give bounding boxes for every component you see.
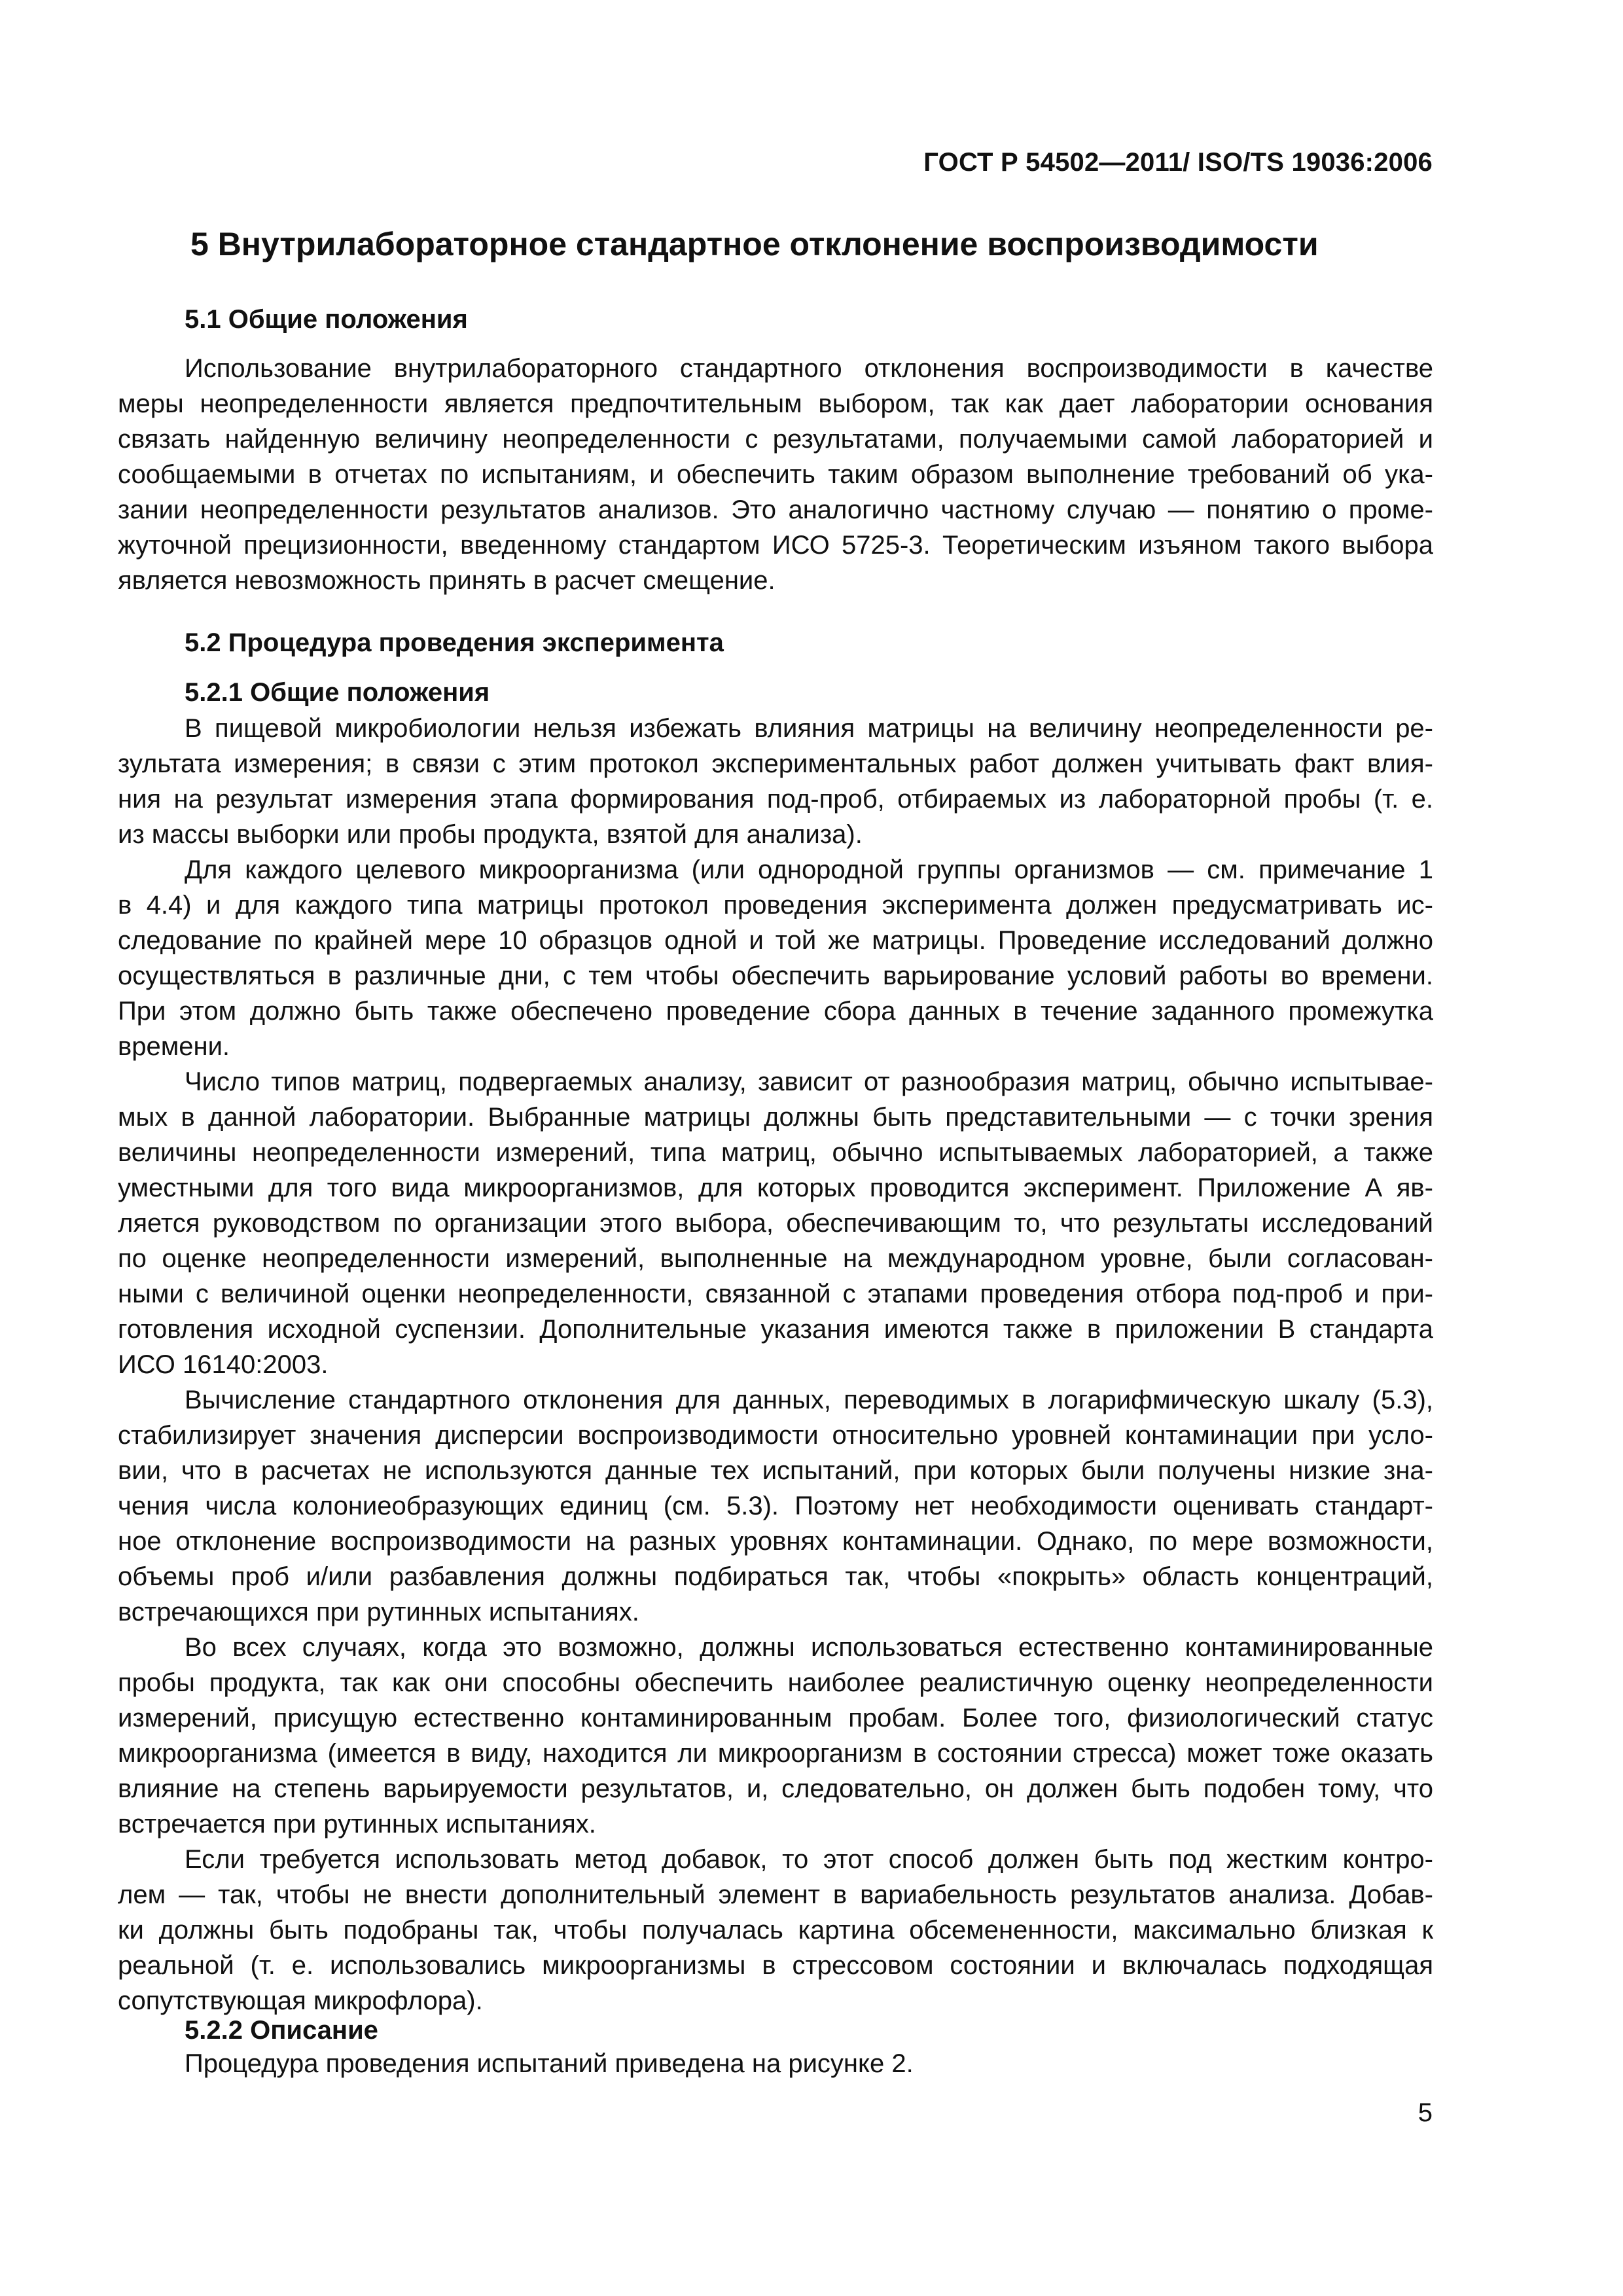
text-line: времени. — [118, 1032, 230, 1061]
text-line: величины неопределенности измерений, типа матриц, обычно испытываемых лабораторией, а также — [118, 1138, 1433, 1167]
subsection-5-2-heading: 5.2 Процедура проведения эксперимента — [185, 628, 724, 657]
text-line: сообщаемыми в отчетах по испытаниям, и обеспечить таким образом выполнение требований об ука- — [118, 460, 1433, 489]
text-line: влияние на степень варьируемости результатов, и, следовательно, он должен быть подобен тому, что — [118, 1774, 1433, 1803]
text-line: зании неопределенности результатов анализов. Это аналогично частному случаю — понятию о проме- — [118, 495, 1433, 524]
text-line: осуществляться в различные дни, с тем чтобы обеспечить варьирование условий работы во времени. — [118, 961, 1433, 990]
text-line: встречающихся при рутинных испытаниях. — [118, 1598, 639, 1626]
text-line: Использование внутрилабораторного стандартного отклонения воспроизводимости в качестве — [185, 354, 1433, 383]
paragraph-5-2-1-b — [118, 852, 1433, 1064]
text-line: готовления исходной суспензии. Дополнительные указания имеются также в приложении В стандарта — [118, 1315, 1433, 1344]
text-line: из массы выборки или пробы продукта, взятой для анализа). — [118, 820, 863, 849]
paragraph-5-2-2 — [118, 2046, 1433, 2081]
text-line: ное отклонение воспроизводимости на разных уровнях контаминации. Однако, по мере возможности, — [118, 1527, 1433, 1556]
text-line: мых в данной лаборатории. Выбранные матрицы должны быть представительными — с точки зрения — [118, 1103, 1433, 1132]
subsection-5-2-1-heading: 5.2.1 Общие положения — [185, 678, 490, 707]
text-line: чения числа колониеобразующих единиц (см. 5.3). Поэтому нет необходимости оценивать стандарт- — [118, 1492, 1433, 1520]
text-line: по оценке неопределенности измерений, выполненные на международном уровне, были согласован- — [118, 1244, 1433, 1273]
text-line: Число типов матриц, подвергаемых анализу, зависит от разнообразия матриц, обычно испытывае- — [185, 1067, 1433, 1096]
text-line: встречается при рутинных испытаниях. — [118, 1810, 596, 1839]
page-number: 5 — [1418, 2098, 1433, 2127]
text-line: ляется руководством по организации этого выбора, обеспечивающим то, что результаты исследований — [118, 1209, 1433, 1238]
text-line: уместными для того вида микроорганизмов, для которых проводится эксперимент. Приложение А яв- — [118, 1174, 1433, 1202]
paragraph-5-2-1-f — [118, 1842, 1433, 2018]
text-line: ИСО 16140:2003. — [118, 1350, 329, 1379]
text-line: ния на результат измерения этапа формирования под-проб, отбираемых из лабораторной пробы (т. е. — [118, 785, 1433, 814]
paragraph-5-1 — [118, 351, 1433, 598]
text-line: связать найденную величину неопределенности с результатами, получаемыми самой лабораторией и — [118, 425, 1433, 454]
text-line: следование по крайней мере 10 образцов одной и той же матрицы. Проведение исследований должно — [118, 926, 1433, 955]
text-line: ки должны быть подобраны так, чтобы получалась картина обсемененности, максимально близкая к — [118, 1916, 1433, 1945]
text-line: Если требуется использовать метод добавок, то этот способ должен быть под жестким контро- — [185, 1845, 1433, 1874]
text-line: Для каждого целевого микроорганизма (или однородной группы организмов — см. примечание 1 — [185, 855, 1433, 884]
text-line: в 4.4) и для каждого типа матрицы протокол проведения эксперимента должен предусматривать ис- — [118, 891, 1433, 920]
text-line: реальной (т. е. использовались микроорганизмы в стрессовом состоянии и включалась подходящая — [118, 1951, 1433, 1980]
paragraph-5-2-1-c — [118, 1064, 1433, 1382]
text-line: В пищевой микробиологии нельзя избежать влияния матрицы на величину неопределенности ре- — [185, 714, 1433, 743]
text-line: пробы продукта, так как они способны обеспечить наиболее реалистичную оценку неопределенности — [118, 1668, 1433, 1697]
text-line: объемы проб и/или разбавления должны подбираться так, чтобы «покрыть» область концентраций, — [118, 1562, 1433, 1591]
text-line: стабилизирует значения дисперсии воспроизводимости относительно уровней контаминации при усло- — [118, 1421, 1433, 1450]
standard-code-header: ГОСТ Р 54502—2011/ ISO/TS 19036:2006 — [923, 148, 1433, 177]
text-line: вии, что в расчетах не используются данные тех испытаний, при которых были получены низкие зна- — [118, 1456, 1433, 1485]
text-line: Процедура проведения испытаний приведена на рисунке 2. — [185, 2049, 914, 2078]
subsection-5-2-2-heading: 5.2.2 Описание — [185, 2016, 378, 2045]
text-line: является невозможность принять в расчет смещение. — [118, 566, 776, 595]
text-line: сопутствующая микрофлора). — [118, 1986, 483, 2015]
subsection-5-1-heading: 5.1 Общие положения — [185, 305, 468, 334]
text-line: микроорганизма (имеется в виду, находится ли микроорганизм в состоянии стресса) может тоже оказать — [118, 1739, 1433, 1768]
text-line: Во всех случаях, когда это возможно, должны использоваться естественно контаминированные — [185, 1633, 1433, 1662]
text-line: При этом должно быть также обеспечено проведение сбора данных в течение заданного промежутка — [118, 997, 1433, 1026]
text-line: измерений, присущую естественно контаминированным пробам. Более того, физиологический статус — [118, 1704, 1433, 1732]
text-line: жуточной прецизионности, введенному стандартом ИСО 5725-3. Теоретическим изъяном такого выбора — [118, 531, 1433, 560]
text-line: меры неопределенности является предпочтительным выбором, так как дает лаборатории основания — [118, 389, 1433, 418]
paragraph-5-2-1-a — [118, 711, 1433, 852]
text-line: Вычисление стандартного отклонения для данных, переводимых в логарифмическую шкалу (5.3), — [185, 1386, 1433, 1414]
text-line: ными с величиной оценки неопределенности, связанной с этапами проведения отбора под-проб и при- — [118, 1280, 1433, 1308]
text-line: лем — так, чтобы не внести дополнительный элемент в вариабельность результатов анализа. Добав- — [118, 1880, 1433, 1909]
paragraph-5-2-1-e — [118, 1630, 1433, 1842]
section-title: 5 Внутрилабораторное стандартное отклонение воспроизводимости — [190, 226, 1319, 262]
paragraph-5-2-1-d — [118, 1382, 1433, 1630]
text-line: зультата измерения; в связи с этим протокол экспериментальных работ должен учитывать факт влия- — [118, 749, 1433, 778]
